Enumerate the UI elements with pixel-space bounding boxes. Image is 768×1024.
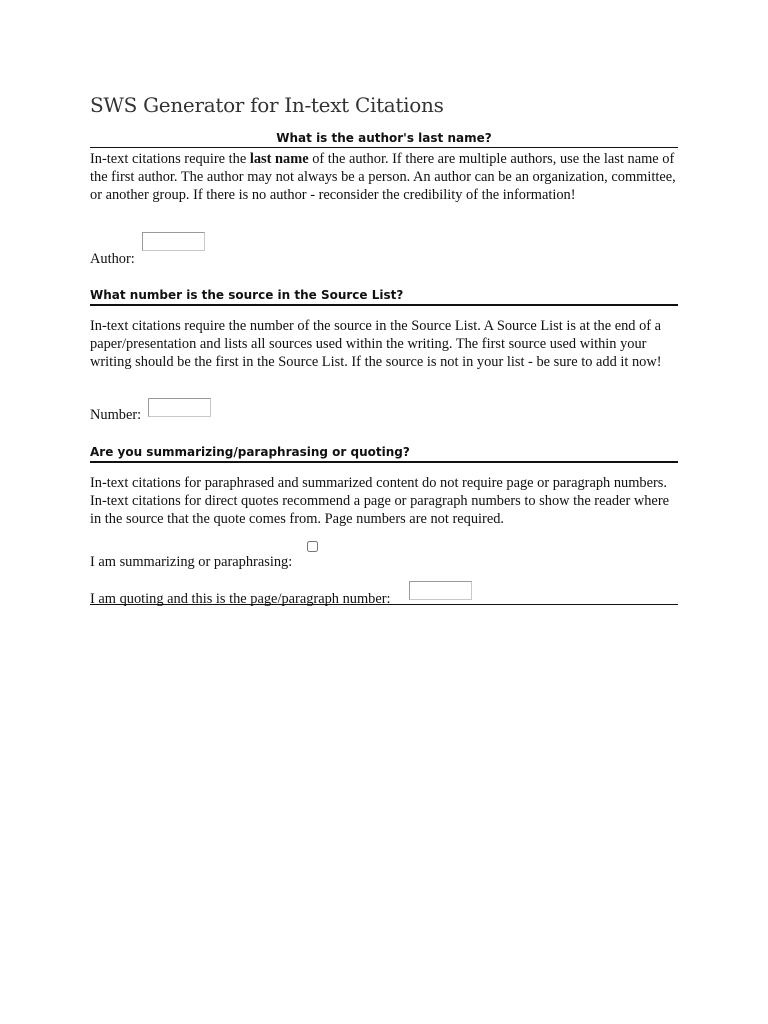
section-heading-citation-type: Are you summarizing/paraphrasing or quoting? — [90, 445, 678, 463]
section-heading-source-number: What number is the source in the Source List? — [90, 288, 678, 306]
emphasis-last-name: last name — [249, 151, 309, 167]
author-input[interactable] — [142, 232, 205, 251]
source-number-instructions: In-text citations require the number of the source in the Source List. A Source List is at the end of a paper/presentation and lists all sources used within the writing. The first source used within your writing should be the first in the Source List. If the source is not in your list - be sure to add it now! — [90, 318, 662, 370]
summarizing-checkbox[interactable] — [307, 541, 318, 552]
quoting-page-label: I am quoting and this is the page/paragraph number: — [90, 591, 391, 607]
page-number-input[interactable] — [409, 581, 472, 600]
author-label: Author: — [90, 251, 135, 267]
number-input[interactable] — [148, 398, 211, 417]
citation-type-instructions: In-text citations for paraphrased and summarized content do not require page or paragraph numbers. In-text citations for direct quotes recommend a page or paragraph numbers to show the reader where in the source that the quote comes from. Page numbers are not required. — [90, 475, 669, 527]
form-bottom-rule — [90, 604, 678, 605]
summarizing-label: I am summarizing or paraphrasing: — [90, 554, 293, 570]
page-title: SWS Generator for In-text Citations — [90, 93, 444, 117]
section-heading-author: What is the author's last name? — [90, 131, 678, 148]
author-instructions: In-text citations require the last name of the author. If there are multiple authors, use the last name of the first author. The author may not always be a person. An author can be an organization, committee, or another group. If there is no author - reconsider the credibility of the information! — [90, 151, 676, 203]
number-label: Number: — [90, 407, 142, 423]
